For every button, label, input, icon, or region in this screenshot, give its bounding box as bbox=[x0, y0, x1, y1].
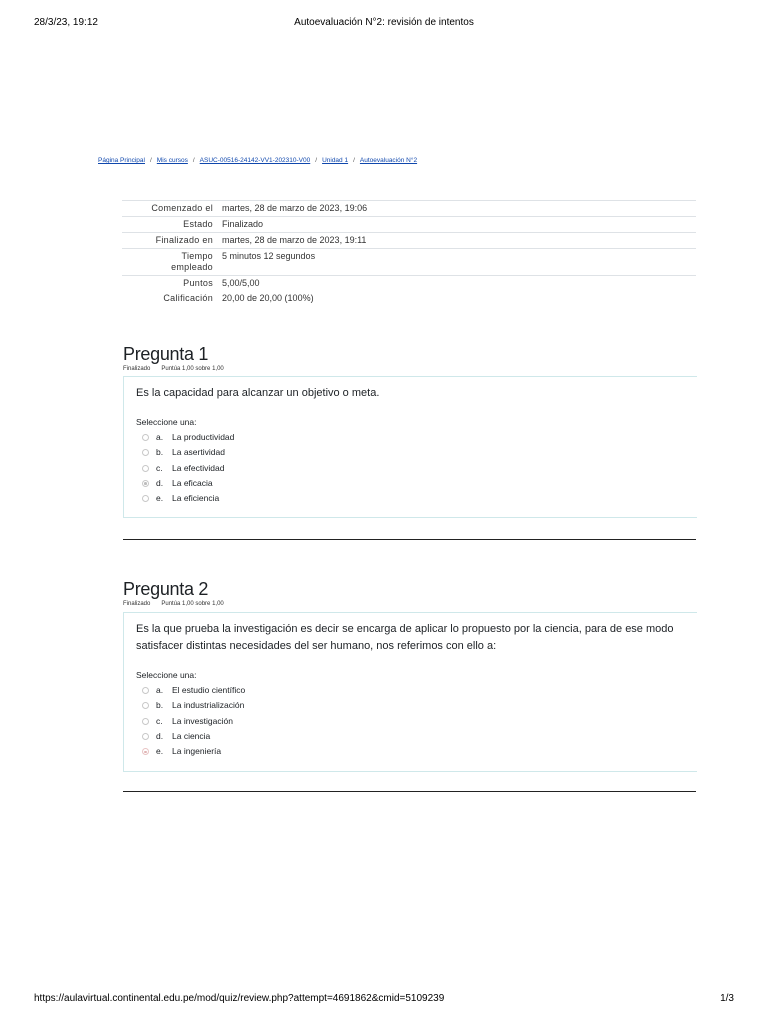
answer-option-c[interactable] bbox=[142, 461, 697, 476]
print-date: 28/3/23, 19:12 bbox=[34, 17, 98, 28]
summary-value: Finalizado bbox=[222, 217, 696, 233]
option-letter: c. bbox=[156, 462, 163, 473]
question-2-header bbox=[123, 579, 235, 607]
question-prompt: Seleccione una: bbox=[136, 670, 197, 680]
option-letter: e. bbox=[156, 746, 164, 757]
answer-option-e[interactable] bbox=[142, 744, 697, 759]
option-letter: a. bbox=[156, 685, 164, 695]
radio-icon[interactable] bbox=[142, 465, 149, 472]
radio-selected-icon[interactable] bbox=[142, 480, 149, 487]
attempt-summary-table bbox=[122, 200, 696, 306]
breadcrumb-separator: / bbox=[192, 157, 195, 164]
option-label: La industrialización bbox=[172, 700, 245, 711]
option-letter: b. bbox=[156, 700, 164, 711]
radio-selected-icon[interactable] bbox=[142, 748, 149, 755]
answer-option-c[interactable] bbox=[142, 714, 697, 729]
option-label: La efectividad bbox=[172, 462, 225, 473]
summary-row bbox=[122, 276, 696, 292]
answer-list bbox=[142, 683, 697, 759]
answer-option-e[interactable] bbox=[142, 491, 697, 506]
option-letter: b. bbox=[156, 447, 164, 458]
answer-option-a[interactable] bbox=[142, 430, 697, 445]
breadcrumb-separator: / bbox=[149, 157, 152, 164]
answer-option-b[interactable] bbox=[142, 445, 697, 460]
summary-label: Finalizado en bbox=[122, 233, 222, 249]
question-score: Puntúa 1,00 sobre 1,00 bbox=[161, 601, 224, 607]
radio-icon[interactable] bbox=[142, 718, 149, 725]
question-info bbox=[123, 601, 235, 607]
option-letter: d. bbox=[156, 730, 164, 741]
breadcrumb-my-courses[interactable]: Mis cursos bbox=[156, 157, 188, 164]
breadcrumb bbox=[98, 157, 417, 164]
radio-icon[interactable] bbox=[142, 449, 149, 456]
print-header bbox=[34, 17, 734, 31]
summary-row bbox=[122, 291, 696, 306]
breadcrumb-separator: / bbox=[353, 157, 355, 164]
answer-option-d[interactable] bbox=[142, 476, 697, 491]
radio-icon[interactable] bbox=[142, 702, 149, 709]
option-label: La investigación bbox=[172, 715, 233, 726]
summary-label: Comenzado el bbox=[122, 201, 222, 217]
answer-list bbox=[142, 430, 697, 506]
question-title: Pregunta 1 bbox=[123, 344, 209, 364]
summary-label: Puntos bbox=[122, 276, 222, 292]
option-label: La eficiencia bbox=[172, 493, 220, 504]
question-text: Es la capacidad para alcanzar un objetivo o meta. bbox=[136, 387, 380, 399]
print-page-number: 1/3 bbox=[720, 993, 734, 1004]
summary-label: Estado bbox=[122, 217, 222, 233]
summary-value: martes, 28 de marzo de 2023, 19:06 bbox=[222, 201, 696, 217]
summary-label: Tiempo empleado bbox=[122, 249, 222, 276]
option-letter: c. bbox=[156, 715, 163, 726]
question-1-box bbox=[123, 376, 697, 518]
option-letter: e. bbox=[156, 493, 164, 504]
question-status: Finalizado bbox=[123, 601, 151, 607]
option-label: El estudio científico bbox=[172, 685, 246, 695]
question-text: Es la que prueba la investigación es decir se encarga de aplicar lo propuesto por la ciencia, para de ese modo satisfacer distintas necesidades del ser humano, nos referimos con ello a: bbox=[136, 623, 674, 652]
option-letter: a. bbox=[156, 432, 164, 442]
question-divider bbox=[123, 539, 696, 540]
radio-icon[interactable] bbox=[142, 733, 149, 740]
radio-icon[interactable] bbox=[142, 434, 149, 441]
question-1-header bbox=[123, 344, 235, 372]
summary-value: 5 minutos 12 segundos bbox=[222, 249, 696, 276]
summary-row bbox=[122, 217, 696, 233]
summary-value: 5,00/5,00 bbox=[222, 276, 696, 292]
summary-row bbox=[122, 249, 696, 276]
option-label: La eficacia bbox=[172, 477, 213, 488]
radio-icon[interactable] bbox=[142, 495, 149, 502]
summary-label: Calificación bbox=[163, 293, 213, 303]
answer-option-b[interactable] bbox=[142, 698, 697, 713]
option-letter: d. bbox=[156, 477, 164, 488]
option-label: La asertividad bbox=[172, 447, 225, 458]
option-label: La productividad bbox=[172, 432, 235, 442]
answer-option-a[interactable] bbox=[142, 683, 697, 698]
summary-row bbox=[122, 233, 696, 249]
answer-option-d[interactable] bbox=[142, 729, 697, 744]
question-prompt: Seleccione una: bbox=[136, 417, 197, 427]
print-title: Autoevaluación N°2: revisión de intentos bbox=[294, 17, 474, 28]
option-label: La ingeniería bbox=[172, 746, 222, 757]
question-divider bbox=[123, 791, 696, 792]
breadcrumb-separator: / bbox=[315, 157, 318, 164]
breadcrumb-course[interactable]: ASUC-00516-24142-VV1-202310-V00 bbox=[199, 157, 311, 164]
question-score: Puntúa 1,00 sobre 1,00 bbox=[161, 366, 224, 372]
radio-icon[interactable] bbox=[142, 687, 149, 694]
summary-row bbox=[122, 201, 696, 217]
question-title: Pregunta 2 bbox=[123, 579, 209, 599]
print-footer bbox=[34, 993, 734, 1007]
summary-value: martes, 28 de marzo de 2023, 19:11 bbox=[222, 233, 696, 249]
question-info bbox=[123, 366, 235, 372]
option-label: La ciencia bbox=[172, 730, 211, 741]
question-status: Finalizado bbox=[123, 366, 151, 372]
breadcrumb-home[interactable]: Página Principal bbox=[98, 157, 145, 164]
breadcrumb-quiz[interactable]: Autoevaluación N°2 bbox=[359, 157, 418, 164]
breadcrumb-unit[interactable]: Unidad 1 bbox=[322, 157, 349, 164]
question-2-box bbox=[123, 612, 697, 772]
summary-value: 20,00 de 20,00 (100%) bbox=[222, 293, 314, 303]
print-url: https://aulavirtual.continental.edu.pe/mod/quiz/review.php?attempt=4691862&cmid=5109239 bbox=[34, 993, 445, 1004]
